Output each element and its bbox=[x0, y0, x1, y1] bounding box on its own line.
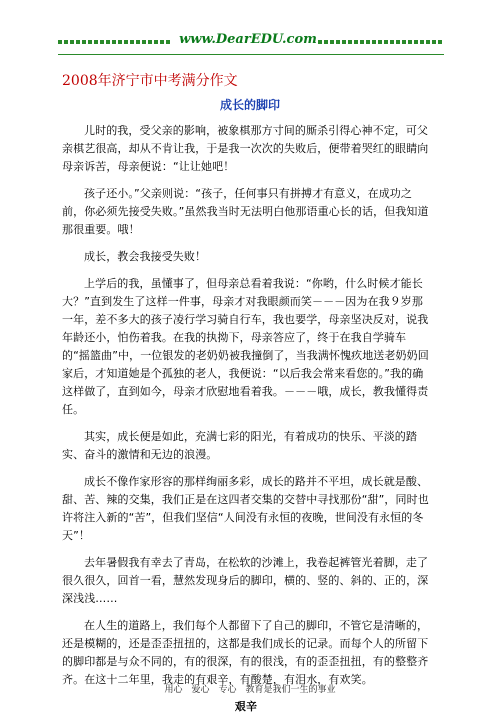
header-dot bbox=[414, 40, 418, 44]
header-dot bbox=[342, 40, 346, 44]
header-dot bbox=[372, 40, 376, 44]
header-dot bbox=[118, 40, 122, 44]
header-dot bbox=[130, 40, 134, 44]
header-dot bbox=[112, 40, 116, 44]
header-dot bbox=[420, 40, 424, 44]
header-dot bbox=[336, 40, 340, 44]
header-dot bbox=[318, 40, 322, 44]
header-dot bbox=[76, 40, 80, 44]
header-dot bbox=[438, 40, 442, 44]
page-footer: 用心 爱心 专心 教育是我们一生的事业 bbox=[164, 685, 336, 695]
header-dot bbox=[58, 40, 62, 44]
header-dot bbox=[94, 40, 98, 44]
header-dot bbox=[390, 40, 394, 44]
document-title: 2008年济宁市中考满分作文 bbox=[62, 73, 238, 89]
site-logo-text: www.DearEDU.com bbox=[179, 32, 317, 47]
header-dot bbox=[64, 40, 68, 44]
header-dot bbox=[378, 40, 382, 44]
header-dot bbox=[100, 40, 104, 44]
paragraph: 儿时的我，受父亲的影响，被象棋那方寸间的厮杀引得心神不定，可父亲棋艺很高，却从不肯让我，于是我一次次的失败后，便带着哭红的眼睛向母亲诉苦，母亲便说：“让让她吧！ bbox=[62, 124, 429, 173]
header-dot bbox=[148, 40, 152, 44]
header-dot bbox=[426, 40, 430, 44]
paragraph: 孩子还小。”父亲则说：“孩子，任何事只有拼搏才有意义，在成功之前，你必须先接受失败。”虽然我当时无法明白他那语重心长的话，但我知道那很重要。哦！ bbox=[62, 187, 429, 236]
header-dot bbox=[384, 40, 388, 44]
header-dot bbox=[88, 40, 92, 44]
paragraph: 成长，教会我接受失败！ bbox=[84, 250, 207, 263]
header-dot bbox=[82, 40, 86, 44]
paragraph: 成长不像作家形容的那样绚丽多彩，成长的路并不平坦，成长就是酸、甜、苦、辣的交集，我们正是在这四者交集的交替中寻找那份“甜”，同时也许将注入新的“苦”，但我们坚信“人间没有永恒的夜晚，世间没有永恒的冬天”！ bbox=[62, 475, 429, 542]
header-dotted-rule-left bbox=[58, 40, 176, 44]
header-dot bbox=[396, 40, 400, 44]
header-dot bbox=[160, 40, 164, 44]
header-dot bbox=[142, 40, 146, 44]
paragraph: 上学后的我，虽懂事了，但母亲总看着我说：“你哟，什么时候才能长大？”直到发生了这样一件事，母亲才对我眼颜而笑－－－因为在我９岁那一年，差不多大的孩子凌行学习骑自行车，我也要学，母亲坚决反对，说我年龄还小，怕伤着我。在我的执拗下，母亲答应了，终于在我自学骑车的“摇篮曲”中，一位银发的老奶奶被我撞倒了，当我满怀愧疚地送老奶奶回家后，才知道她是个孤独的老人，我便说：“以后我会常来看您的。”我的确这样做了，直到如今，母亲才欣慰地看着我。－－－哦，成长，教我懂得责任。 bbox=[62, 277, 429, 416]
header-dot bbox=[366, 40, 370, 44]
header-dot bbox=[408, 40, 412, 44]
paragraph: 在人生的道路上，我们每个人都留下了自己的脚印，不管它是清晰的，还是模糊的，还是歪歪扭扭的，这都是我们成长的记录。而每个人的所留下的脚印都是与众不同的，有的很深，有的很浅，有的歪歪扭扭，有的整整齐齐。在这十二年里，我走的有艰辛，有酸楚，有泪水，有欢笑。 bbox=[62, 619, 429, 686]
header-dot bbox=[360, 40, 364, 44]
header-dot bbox=[154, 40, 158, 44]
header-rule bbox=[58, 54, 444, 55]
paragraph: 其实，成长便是如此，充满七彩的阳光，有着成功的快乐、平淡的踏实、奋斗的激情和无边的浪漫。 bbox=[62, 430, 417, 461]
header-dot bbox=[166, 40, 170, 44]
essay-body bbox=[62, 122, 430, 725]
header-dot bbox=[324, 40, 328, 44]
header-dot bbox=[432, 40, 436, 44]
header-dot bbox=[106, 40, 110, 44]
header-dot bbox=[348, 40, 352, 44]
header-dot bbox=[402, 40, 406, 44]
signature: 艰辛 bbox=[234, 700, 258, 713]
essay-title: 成长的脚印 bbox=[219, 98, 280, 112]
page-header bbox=[0, 30, 500, 54]
paragraph: 去年暑假我有幸去了青岛，在松软的沙滩上，我卷起裤管光着脚，走了很久很久，回首一看，慧然发现身后的脚印，横的、竖的、斜的、正的，深深浅浅…… bbox=[62, 556, 429, 605]
header-dot bbox=[330, 40, 334, 44]
header-dotted-rule-right bbox=[318, 40, 444, 44]
header-dot bbox=[136, 40, 140, 44]
header-dot bbox=[124, 40, 128, 44]
header-dot bbox=[70, 40, 74, 44]
header-dot bbox=[354, 40, 358, 44]
